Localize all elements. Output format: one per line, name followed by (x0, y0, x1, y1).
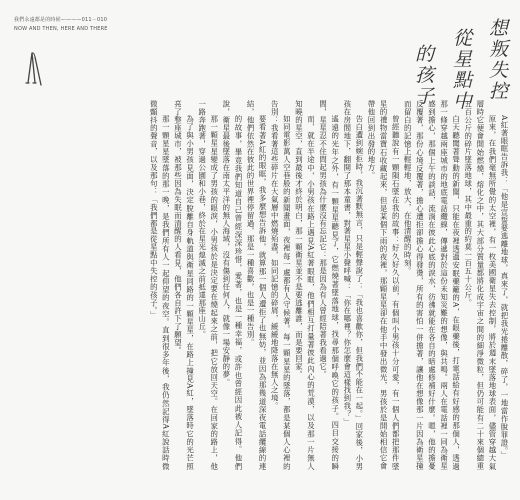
running-title: 我們永遠都是的時候————011－010 (14, 17, 108, 23)
ink-figure-logo-icon (24, 52, 44, 86)
paragraph: 告白遭到婉拒時，我沉著默無言，只是輕聲說了：「我也喜歡你，但我們不能在一起。」回家後，小男孩在房間地下，翻開了那本童書，對著星星小聲呼喊：「你在哪裡？你怎麼會這樣找到我？」 (342, 100, 364, 470)
paragraph: 曾經聽說有一顆隕石墜在我的故事：好久好久以前，有個叫小男孩十分可愛，有一個人們都把那件墜星的禮物當寶石收藏起來，但是某個下雨的夜裡，那顆星星卻在他手中發出微光，男孩於是開始相信它會帶他回到出發的地方。 (366, 100, 401, 470)
paragraph: 遙遠的光年之外，有一顆星星聽見了，它燃燒著墜落地球，找尋那個呼喚它的孩子。四目交接的瞬間，星星忍不住問起男孩為什麼沒有忘記它：那是因為有人曾經陪著我看過它。 (318, 100, 340, 470)
handwriting-column-1: 想叛失控 (486, 18, 508, 102)
paragraph: 那一顆星星變成了男孩的眼淚，小男孩於是決定要在燒起來之前，把它放回天空。在回家的路上，他一路奔跑著，穿過公園和小巷，終於在星光熄滅之前抵達那座山丘。 (197, 100, 219, 470)
handwriting-column-3: 的孩子 (412, 44, 434, 107)
handwriting-column-2: 從星點中 (450, 28, 472, 112)
running-header (14, 16, 108, 34)
vertical-body-text (103, 100, 510, 470)
paragraph: 為了與小男孩見面，決定脫離自身軌道與衛星同路的一顆星星，在路上撞見A紅，墜落時它的光芒照亮了整座城市，被那些因為失眠而清醒的人看見，他們各自許下了願望。 (173, 100, 195, 470)
paragraph: A紅著眼眶告訴我：「他是宣誓要逃離地球，真來了，就把我光捲離散，碎了，一地當作脫罪證。」 (500, 114, 509, 459)
paragraph: 那一顆星星墜落的那一晚，是我們所有人一起仰望的夜空。直到很多年後，我仍然記得A紅說話時微微顫抖的聲音，以及那句：「我們都是從星點中失控的孩子。」 (149, 100, 171, 470)
paragraph: 原來，在我們毫無所覺的太空裡，有一枚美國衛星失去控制，將於週末墜落地球表面，儘管穿越大氣層時它便會開始燃燒，熔化之中，其大部分質量都將化成宇宙之間的細淨微粒，但仍可能有二十來個總重五百公斤的碎片墜落地球，其中最重的約莫一百五十公斤。 (463, 100, 497, 470)
paragraph: 白天聽聞著聳動的新聞，只能在夜裡透過安眠藥籬的A，在眼藥後，打電話給有好感的那個人，透過那一條穿越兩座城市的地底電話纜線，傳遞對於這份未知災難的想像，與共鳴。兩人在電話裡一同為衛星感到擔心，那個上午的談話，流淌在彼此心底的淚水，彷彿就能在各自的暗處修補好什麼。嗯，他的擔憂反覆著，那份心境反覆著，擔心遭拒卻擔心得發燙，所有的害怕一併擔著，讓他在想像那一片因為衛星撞而留白的記憶上輕輕地，放大，在他清醒的時刻。 (403, 100, 461, 470)
paragraph: 要看著A紅的眼眶，我多麼想告訴他，就算那一個人遭拒了也無妨，並因為那幾道深夜電話纜線的連結，他們依然在彼此的世界裡停留過，那是一種喜歡，也是一種告別。 (246, 100, 268, 470)
paragraph: 而，就在半途中，小男孩在路上遇見A紅著眼眶，他們相互打量著彼此內心的荒漠，以及那一片無人知曉的星空，直到最後才終於明白，那一顆衛星並不是要逃離誰，而是要回家。 (294, 100, 316, 470)
ink-figure-logo-svg (24, 52, 44, 86)
paragraph: 的故事，畢竟我們知道自己曾經深深珍惜，愛著，也是一種幸福，或許也曾經因此被人記得。他們說，衛星最後墜落在南太平洋的無人海域，沒有傷到任何人，就像一場安靜的夢。 (221, 100, 243, 470)
paragraph: 如同電影萬人空巷般的新聞畫面，夜裡每一處都有人守候著。每一顆星星的墜落，都是某個人心裡的告別：我看著這些碎片在大氣層中燃燒殆盡，如同記憶的碎屑，緩緩地降落在無人之境。 (270, 100, 292, 470)
header-subtitle: NOW AND THEN, HERE AND THERE (14, 26, 108, 32)
